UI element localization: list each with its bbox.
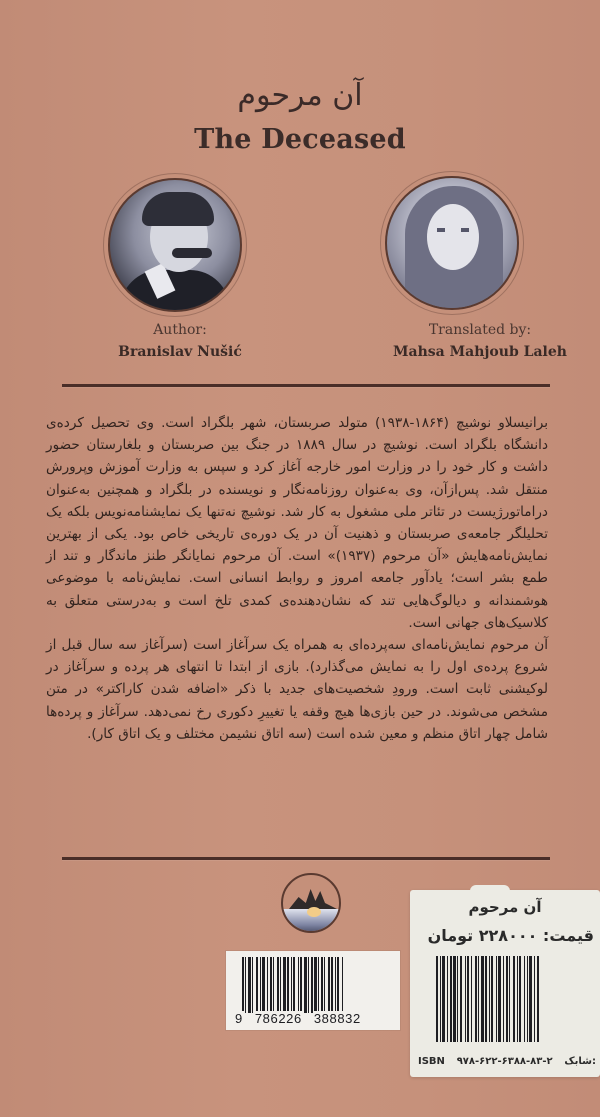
barcode-bars-icon xyxy=(242,957,388,1013)
translator-name: Mahsa Mahjoub Laleh xyxy=(393,344,567,360)
sticker-title: آن مرحوم xyxy=(468,898,542,916)
translator-portrait-icon xyxy=(385,176,519,310)
sticker-price: قیمت: ۲۲۸۰۰۰ تومان xyxy=(427,926,594,945)
title-persian: آن مرحوم xyxy=(237,78,363,113)
author-coat xyxy=(120,270,230,312)
barcode-digit-group-1: 786226 xyxy=(254,1011,302,1026)
author-name: Branislav Nušić xyxy=(118,344,242,360)
publisher-logo-icon xyxy=(281,873,341,933)
shabak-label: شابک: xyxy=(564,1056,596,1067)
logo-sun xyxy=(307,907,321,917)
sticker-isbn xyxy=(418,1056,596,1067)
author-role: Author: xyxy=(153,322,207,338)
translator-eyes xyxy=(437,228,469,232)
price-sticker xyxy=(410,890,600,1077)
translator-role: Translated by: xyxy=(428,322,532,338)
divider-bottom xyxy=(62,857,550,860)
author-mustache xyxy=(172,248,212,258)
blurb-paragraph-1: برانیسلاو نوشیچ (۱۸۶۴-۱۹۳۸) متولد صربستان، شهر بلگراد است. وی تحصیل کرده‌ی دانشگاه بلگراد است. نوشیچ در سال ۱۸۸۹ در جنگ بین صربستان و بلغارستان حضور داشت و کار خود را در وزارت امور خارجه آغاز کرد و سپس به وزارت آموزش وپرورش منتقل شد. پس‌ازآن، وی به‌عنوان روزنامه‌نگار و نویسنده در بلگراد و همچنین به‌عنوان دراماتورژیست در تئاتر ملی مشغول به کار شد. نوشیچ نه‌تنها یک نمایشنامه‌نویس بلکه یک تحلیلگر جامعه‌ی صربستان و ذهنیت آن در یک دوره‌ی تاریخی خاص بود. یکی از بهترین نمایش‌نامه‌هایش «آن مرحوم (۱۹۳۷)» است. آن مرحوم نمایانگر طنز ماندگار و تند از طمع بشر است؛ یادآور جامعه امروز و روابط انسانی است. نمایش‌نامه با موضوعی هوشمندانه و دیالوگ‌هایی تند که نشان‌دهنده‌ی کمدی تلخ است و به‌درستی متعلق به کلاسیک‌های جهانی است. xyxy=(46,415,548,631)
barcode-digit-group-2: 388832 xyxy=(313,1011,361,1026)
isbn-value: ۹۷۸-۶۲۲-۶۳۸۸-۸۳-۲ xyxy=(456,1056,553,1067)
blurb-paragraph-2: آن مرحوم نمایش‌نامه‌ای سه‌پرده‌ای به همراه یک سرآغاز است (سرآغاز سه سال قبل از شروع پرده‌ی اول را به نمایش می‌گذارد). بازی از ابتدا تا انتهای هر پرده و سرآغاز در لوکیشنی ثابت است. ورودِ شخصیت‌های جدید با ذکر «اضافه شدن کاراکتر» در متن مشخص می‌شوند. در حین بازی‌ها هیچ وقفه یا تغییرِ دکوری رخ نمی‌دهد. سرآغاز و پرده‌ها شامل چهار اتاق منظم و معین شده است (سه اتاق نشیمن مختلف و یک اتاق کار). xyxy=(46,637,548,742)
author-portrait-icon xyxy=(108,178,242,312)
sticker-notch xyxy=(470,885,510,893)
ean-barcode xyxy=(226,951,400,1030)
author-caption xyxy=(100,322,260,360)
logo-rays xyxy=(289,889,337,909)
author-hair xyxy=(142,192,214,226)
translator-face xyxy=(427,204,479,270)
sticker-barcode-icon xyxy=(436,956,588,1042)
barcode-digit-lead: 9 xyxy=(235,1011,243,1026)
blurb-text xyxy=(46,412,548,745)
title-english: The Deceased xyxy=(194,124,406,155)
translator-caption xyxy=(380,322,580,360)
isbn-label: ISBN xyxy=(418,1056,445,1067)
barcode-digits xyxy=(234,1011,396,1026)
divider-top xyxy=(62,384,550,387)
